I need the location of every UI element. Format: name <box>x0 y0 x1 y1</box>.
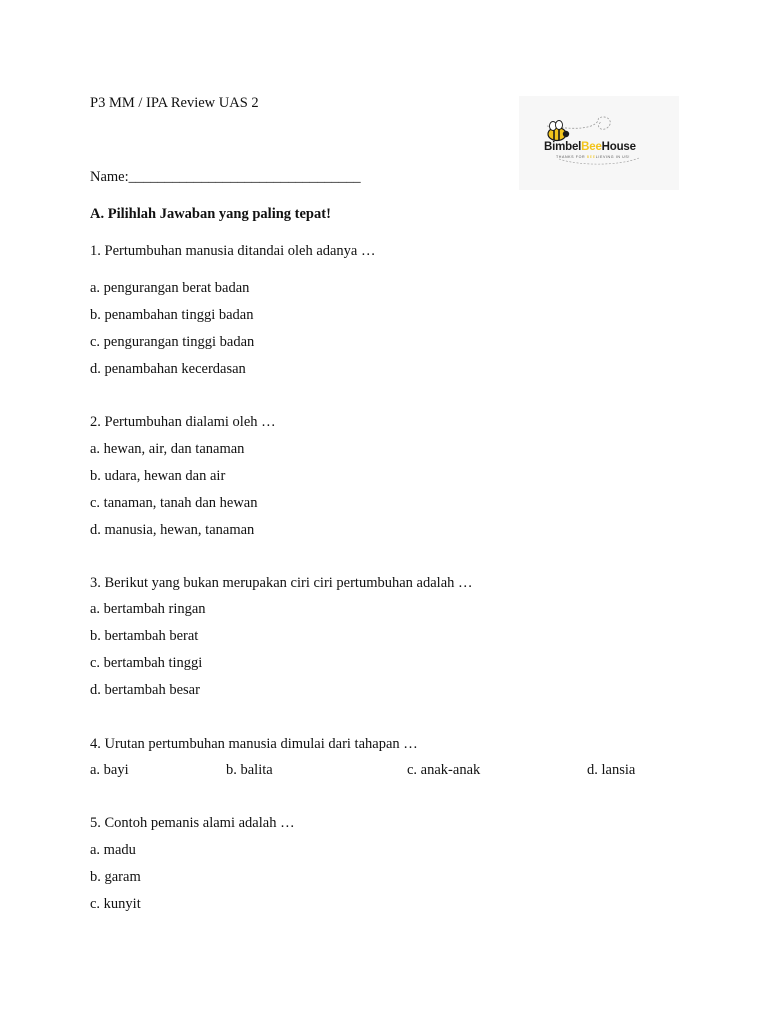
logo-text-bimbel: Bimbel <box>544 141 582 153</box>
logo-tag-part3: LIEVING IN US! <box>595 155 630 159</box>
question-3-option-a[interactable]: a. bertambah ringan <box>90 601 206 617</box>
question-4-option-b[interactable]: b. balita <box>226 762 273 778</box>
question-1-option-a[interactable]: a. pengurangan berat badan <box>90 280 250 296</box>
bimbel-bee-house-logo <box>519 96 679 190</box>
question-1-option-c[interactable]: c. pengurangan tinggi badan <box>90 334 255 350</box>
question-5-option-b[interactable]: b. garam <box>90 869 141 885</box>
question-4-option-d[interactable]: d. lansia <box>587 762 636 778</box>
question-3-option-d[interactable]: d. bertambah besar <box>90 682 200 698</box>
question-5-option-c[interactable]: c. kunyit <box>90 896 141 912</box>
name-field[interactable]: Name:________________________________ <box>90 169 361 185</box>
logo-wordmark <box>544 141 636 153</box>
question-1-option-b[interactable]: b. penambahan tinggi badan <box>90 307 254 323</box>
logo-text-bee: Bee <box>581 141 602 153</box>
question-1-option-d[interactable]: d. penambahan kecerdasan <box>90 361 246 377</box>
question-5: 5. Contoh pemanis alami adalah … <box>90 815 295 831</box>
logo-text-house: House <box>601 141 636 153</box>
question-4: 4. Urutan pertumbuhan manusia dimulai dari tahapan … <box>90 736 418 752</box>
question-3: 3. Berikut yang bukan merupakan ciri ciri pertumbuhan adalah … <box>90 575 473 591</box>
question-2-option-c[interactable]: c. tanaman, tanah dan hewan <box>90 495 258 511</box>
worksheet-title: P3 MM / IPA Review UAS 2 <box>90 95 259 111</box>
question-4-option-c[interactable]: c. anak-anak <box>407 762 481 778</box>
logo-tag-part1: THANKS FOR <box>556 155 587 159</box>
section-a-heading: A. Pilihlah Jawaban yang paling tepat! <box>90 206 331 222</box>
question-4-option-a[interactable]: a. bayi <box>90 762 129 778</box>
question-1: 1. Pertumbuhan manusia ditandai oleh adanya … <box>90 243 376 259</box>
logo-tagline <box>556 155 630 159</box>
question-3-option-b[interactable]: b. bertambah berat <box>90 628 199 644</box>
question-5-option-a[interactable]: a. madu <box>90 842 136 858</box>
question-2: 2. Pertumbuhan dialami oleh … <box>90 414 276 430</box>
question-2-option-d[interactable]: d. manusia, hewan, tanaman <box>90 522 255 538</box>
logo-tag-part2: BEE <box>586 155 596 159</box>
question-2-option-a[interactable]: a. hewan, air, dan tanaman <box>90 441 245 457</box>
question-3-option-c[interactable]: c. bertambah tinggi <box>90 655 203 671</box>
question-2-option-b[interactable]: b. udara, hewan dan air <box>90 468 226 484</box>
